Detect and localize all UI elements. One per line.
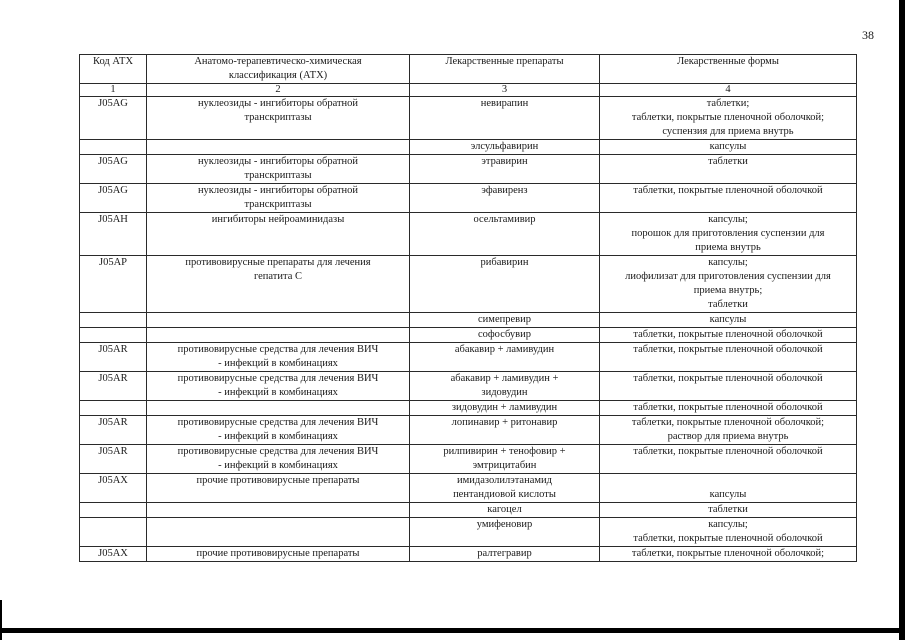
atc-code-cell: J05AR xyxy=(80,343,147,372)
dosage-forms-cell: таблетки, покрытые пленочной оболочкой xyxy=(600,372,857,401)
atc-code-cell xyxy=(80,503,147,518)
drug-name-cell: этравирин xyxy=(410,155,600,184)
drug-name-cell: рибавирин xyxy=(410,256,600,313)
atc-drug-table xyxy=(79,54,857,562)
atc-class-cell: противовирусные средства для лечения ВИЧ - инфекций в комбинациях xyxy=(147,416,410,445)
dosage-forms-cell: капсулы xyxy=(600,313,857,328)
drug-name-cell: софосбувир xyxy=(410,328,600,343)
atc-class-cell: противовирусные средства для лечения ВИЧ - инфекций в комбинациях xyxy=(147,343,410,372)
table-row xyxy=(80,343,857,372)
atc-class-cell: прочие противовирусные препараты xyxy=(147,474,410,503)
dosage-forms-cell: таблетки, покрытые пленочной оболочкой xyxy=(600,401,857,416)
atc-class-cell: нуклеозиды - ингибиторы обратной транскриптазы xyxy=(147,155,410,184)
drug-name-cell: эфавиренз xyxy=(410,184,600,213)
dosage-forms-cell: таблетки xyxy=(600,155,857,184)
column-number: 4 xyxy=(600,84,857,97)
atc-class-cell xyxy=(147,518,410,547)
atc-code-cell xyxy=(80,140,147,155)
table-row xyxy=(80,401,857,416)
header-atc-classification: Анатомо-терапевтическо-химическая классификация (АТХ) xyxy=(147,55,410,84)
atc-code-cell xyxy=(80,401,147,416)
atc-class-cell: нуклеозиды - ингибиторы обратной транскриптазы xyxy=(147,184,410,213)
table-row xyxy=(80,155,857,184)
table-row xyxy=(80,547,857,562)
atc-code-cell: J05AG xyxy=(80,97,147,140)
page-border-right xyxy=(899,0,905,640)
page-number: 38 xyxy=(862,28,874,42)
dosage-forms-cell: капсулы; порошок для приготовления суспензии для приема внутрь xyxy=(600,213,857,256)
atc-code-cell xyxy=(80,328,147,343)
atc-class-cell: противовирусные средства для лечения ВИЧ - инфекций в комбинациях xyxy=(147,372,410,401)
atc-class-cell xyxy=(147,503,410,518)
drug-name-cell: осельтамивир xyxy=(410,213,600,256)
table-row xyxy=(80,256,857,313)
dosage-forms-cell: таблетки, покрытые пленочной оболочкой xyxy=(600,343,857,372)
column-number: 2 xyxy=(147,84,410,97)
atc-code-cell: J05AR xyxy=(80,416,147,445)
atc-class-cell: противовирусные средства для лечения ВИЧ - инфекций в комбинациях xyxy=(147,445,410,474)
table-row xyxy=(80,184,857,213)
atc-class-cell: нуклеозиды - ингибиторы обратной транскриптазы xyxy=(147,97,410,140)
column-number-row xyxy=(80,84,857,97)
table-row xyxy=(80,328,857,343)
atc-code-cell: J05AH xyxy=(80,213,147,256)
atc-class-cell xyxy=(147,401,410,416)
table-row xyxy=(80,503,857,518)
dosage-forms-cell: таблетки xyxy=(600,503,857,518)
dosage-forms-cell: таблетки, покрытые пленочной оболочкой; раствор для приема внутрь xyxy=(600,416,857,445)
atc-code-cell xyxy=(80,313,147,328)
table-body xyxy=(80,97,857,562)
table-row xyxy=(80,518,857,547)
drug-name-cell: зидовудин + ламивудин xyxy=(410,401,600,416)
dosage-forms-cell: таблетки, покрытые пленочной оболочкой xyxy=(600,184,857,213)
drug-name-cell: элсульфавирин xyxy=(410,140,600,155)
dosage-forms-cell: капсулы; лиофилизат для приготовления суспензии для приема внутрь; таблетки xyxy=(600,256,857,313)
dosage-forms-cell: таблетки, покрытые пленочной оболочкой; xyxy=(600,547,857,562)
header-atc-code: Код АТХ xyxy=(80,55,147,84)
table-header-row xyxy=(80,55,857,84)
table-row xyxy=(80,372,857,401)
atc-class-cell xyxy=(147,140,410,155)
table-row xyxy=(80,140,857,155)
atc-code-cell xyxy=(80,518,147,547)
table-row xyxy=(80,416,857,445)
drug-name-cell: лопинавир + ритонавир xyxy=(410,416,600,445)
atc-class-cell xyxy=(147,313,410,328)
drug-name-cell: ралтегравир xyxy=(410,547,600,562)
atc-code-cell: J05AR xyxy=(80,445,147,474)
header-drugs: Лекарственные препараты xyxy=(410,55,600,84)
dosage-forms-cell: таблетки; таблетки, покрытые пленочной оболочкой; суспензия для приема внутрь xyxy=(600,97,857,140)
column-number: 3 xyxy=(410,84,600,97)
drug-name-cell: имидазолилэтанамид пентандиовой кислоты xyxy=(410,474,600,503)
atc-code-cell: J05AG xyxy=(80,155,147,184)
drug-name-cell: абакавир + ламивудин xyxy=(410,343,600,372)
atc-code-cell: J05AX xyxy=(80,474,147,503)
page-border-bottom xyxy=(0,628,905,633)
atc-class-cell: противовирусные препараты для лечения гепатита С xyxy=(147,256,410,313)
page-border-left xyxy=(0,600,2,640)
table-row xyxy=(80,474,857,503)
atc-code-cell: J05AP xyxy=(80,256,147,313)
table-row xyxy=(80,445,857,474)
drug-name-cell: абакавир + ламивудин + зидовудин xyxy=(410,372,600,401)
dosage-forms-cell: таблетки, покрытые пленочной оболочкой xyxy=(600,445,857,474)
dosage-forms-cell: капсулы xyxy=(600,474,857,503)
table-row xyxy=(80,313,857,328)
atc-class-cell: ингибиторы нейроаминидазы xyxy=(147,213,410,256)
drug-name-cell: кагоцел xyxy=(410,503,600,518)
drug-name-cell: рилпивирин + тенофовир + эмтрицитабин xyxy=(410,445,600,474)
atc-class-cell xyxy=(147,328,410,343)
atc-code-cell: J05AG xyxy=(80,184,147,213)
table-row xyxy=(80,97,857,140)
table-row xyxy=(80,213,857,256)
dosage-forms-cell: таблетки, покрытые пленочной оболочкой xyxy=(600,328,857,343)
atc-code-cell: J05AX xyxy=(80,547,147,562)
drug-name-cell: умифеновир xyxy=(410,518,600,547)
drug-name-cell: симепревир xyxy=(410,313,600,328)
drug-name-cell: невирапин xyxy=(410,97,600,140)
header-dosage-forms: Лекарственные формы xyxy=(600,55,857,84)
dosage-forms-cell: капсулы; таблетки, покрытые пленочной оболочкой xyxy=(600,518,857,547)
column-number: 1 xyxy=(80,84,147,97)
atc-class-cell: прочие противовирусные препараты xyxy=(147,547,410,562)
dosage-forms-cell: капсулы xyxy=(600,140,857,155)
atc-code-cell: J05AR xyxy=(80,372,147,401)
